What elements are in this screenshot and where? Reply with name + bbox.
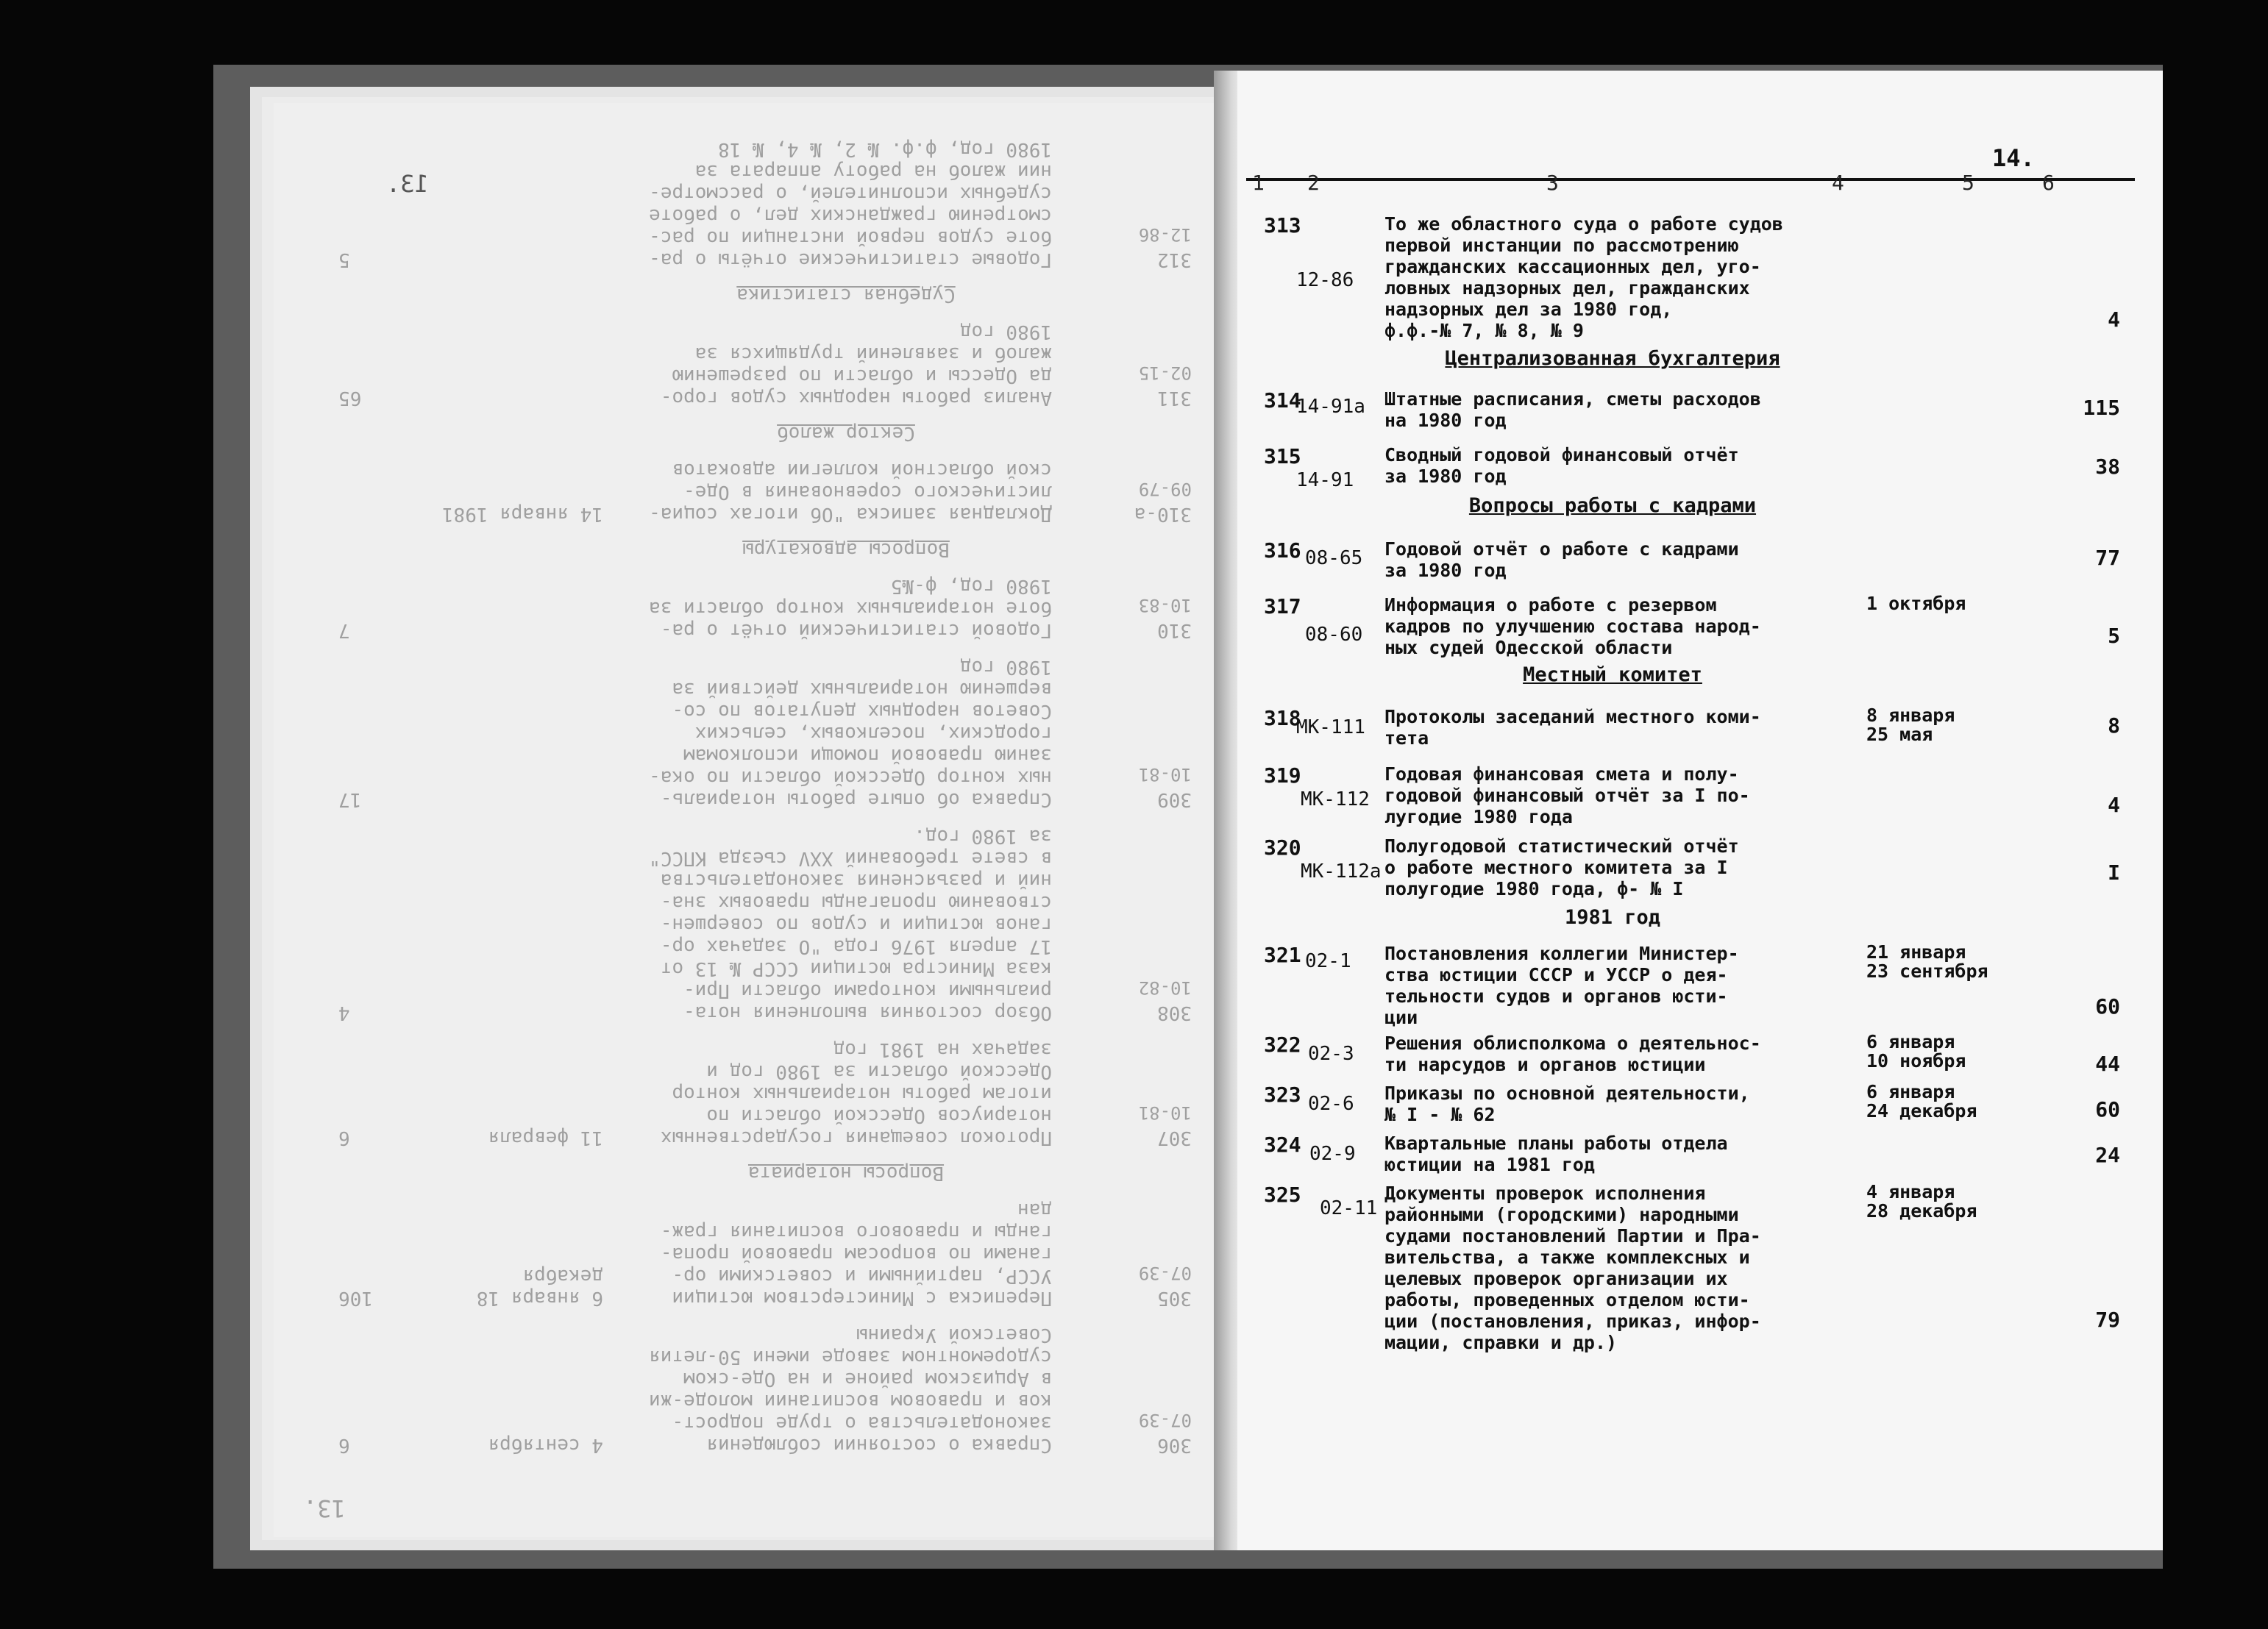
left-entry-code: 07-39 (1138, 1263, 1192, 1283)
left-entry-title: Справка об опыте работы нотариаль-ных контор Одесской области по ока-занию правовой помощи исполкомам городских, поселковых, сельских Советов народных депутатов по со-вершению нотариальных действий за 1980 год (649, 656, 1052, 810)
entry-title: Штатные расписания, сметы расходов на 1980 год (1384, 388, 1761, 431)
left-entry-code: 10-83 (1138, 595, 1192, 616)
entry-dates: 6 января 10 ноября (1866, 1031, 1966, 1072)
left-entry-number: 310 (1157, 619, 1192, 641)
left-section-heading: Вопросы адвокатуры (742, 538, 950, 560)
left-entry-code: 12-86 (1138, 224, 1192, 245)
column-mark-3: 3 (1546, 171, 1559, 195)
year-heading: 1981 год (1564, 906, 1661, 929)
left-entry-code: 10-81 (1138, 1102, 1192, 1123)
entry-code: 12-86 (1296, 269, 1354, 291)
entry-pages: 60 (2095, 1097, 2120, 1122)
left-entry (309, 575, 1192, 641)
left-entry-title: Анализ работы народных судов горо-да Одессы и области по разрешению жалоб и заявлений трудящихся за 1980 год (660, 321, 1052, 409)
left-entry-date: 14 января 1981 (441, 503, 603, 525)
entry-number: 324 (1264, 1133, 1301, 1157)
entry-pages: 5 (2108, 624, 2120, 648)
left-entry-pages: 6 (338, 1127, 350, 1149)
entry-number: 322 (1264, 1033, 1301, 1057)
entry-code: 02-11 (1320, 1197, 1378, 1219)
entry-code: 08-60 (1305, 624, 1363, 646)
entry-pages: 79 (2095, 1308, 2120, 1332)
column-mark-1: 1 (1252, 171, 1265, 195)
left-entry-title: Справка о состоянии соблюдения законодательства о труде подрост-ков и правовом воспитании молоде-жи в Арцизском районе и на Оде-ском судоремонтном заводе имени 50-летия Советской Украины (649, 1324, 1052, 1456)
left-entry-date: 4 сентября (488, 1434, 603, 1456)
entry-number: 325 (1264, 1183, 1301, 1207)
left-entry-number: 311 (1157, 387, 1192, 409)
column-mark-6: 6 (2042, 171, 2055, 195)
entry-pages: 77 (2095, 546, 2120, 570)
left-page-number-mirrored: 13. (303, 1494, 346, 1522)
left-entry-title: Протокол совещания государственных нотариусов Одесской области по итогам работы нотариальных контор Одесской области за 1980 год и задачах на 1981 год (660, 1038, 1052, 1149)
entry-title: Протоколы заседаний местного коми- тета (1384, 706, 1761, 749)
entry-number: 321 (1264, 943, 1301, 967)
left-entry-code: 10-82 (1138, 977, 1192, 998)
left-entry-number: 312 (1157, 249, 1192, 271)
entry-title: То же областного суда о работе судов первой инстанции по рассмотрению гражданских кассационных дел, уго- ловных надзорных дел, гражданских надзорных дел за 1980 год, ф.ф.-№ 7, № 8, № 9 (1384, 213, 1783, 341)
entry-number: 319 (1264, 763, 1301, 788)
entry-title: Решения облисполкома о деятельнос- ти нарсудов и органов юстиции (1384, 1033, 1761, 1075)
left-entry-number: 308 (1157, 1002, 1192, 1024)
entry-title: Годовой отчёт о работе с кадрами за 1980 год (1384, 538, 1739, 581)
left-entry-number: 310-а (1134, 503, 1192, 525)
left-section-heading: Судебная статистика (736, 284, 956, 306)
entry-title: Приказы по основной деятельности, № I - № 62 (1384, 1083, 1750, 1125)
entry-code: 02-1 (1305, 950, 1351, 972)
left-entry (309, 1324, 1192, 1456)
left-entry-pages: 17 (338, 788, 362, 810)
section-heading: Местный комитет (1523, 663, 1702, 686)
entry-title: Постановления коллегии Министер- ства юстиции СССР и УССР о дея- тельности судов и органов юсти- ции (1384, 943, 1739, 1028)
left-section-heading: Сектор жалоб (777, 422, 915, 444)
entry-title: Полугодовой статистический отчёт о работе местного комитета за I полугодие 1980 года, ф- № I (1384, 835, 1739, 899)
column-mark-4: 4 (1832, 171, 1844, 195)
entry-code: 08-65 (1305, 547, 1363, 569)
entry-code: 02-6 (1308, 1093, 1354, 1115)
entry-pages: 44 (2095, 1052, 2120, 1076)
left-entry-pages: 6 (338, 1434, 350, 1456)
section-heading: Вопросы работы с кадрами (1468, 494, 1757, 517)
entry-title: Квартальные планы работы отдела юстиции на 1981 год (1384, 1133, 1728, 1175)
section-heading: Централизованная бухгалтерия (1445, 347, 1780, 370)
entry-pages: 38 (2095, 455, 2120, 479)
entry-title: Информация о работе с резервом кадров по улучшению состава народ- ных судей Одесской области (1384, 594, 1761, 658)
left-page (274, 103, 1221, 1537)
entry-number: 316 (1264, 538, 1301, 563)
column-mark-2: 2 (1307, 171, 1320, 195)
entry-dates: 8 января 25 мая (1866, 705, 1955, 745)
left-entry-title: Годовые статистические отчёты о ра-боте судов первой инстанции по рас-смотрению гражданских дел, о работе судебных исполнителей, о рассмотре-нии жалоб на работу аппарата за 1980 год, ф.ф. № 2, № 4, № 18 (649, 138, 1052, 271)
left-entry (309, 321, 1192, 409)
column-mark-5: 5 (1962, 171, 1974, 195)
left-entry-code: 10-81 (1138, 764, 1192, 785)
left-entry-pages: 4 (338, 1002, 350, 1024)
left-entry (309, 138, 1192, 271)
left-entry-pages: 65 (338, 387, 362, 409)
left-entry-number: 307 (1157, 1127, 1192, 1149)
left-entry (309, 656, 1192, 810)
left-entry-date: 11 февраля (488, 1127, 603, 1149)
entry-title: Документы проверок исполнения районными (городскими) народными судами постановлений Партии и Пра- вительства, а также комплексных и целевых проверок организации их работы, проведенных отделом юсти- ции (постановления, приказ, инфор- мации, справки и др.) (1384, 1183, 1761, 1353)
right-page-entries (1237, 71, 2163, 1550)
right-page (1237, 71, 2163, 1550)
left-entry-pages: 7 (338, 619, 350, 641)
left-entry (309, 825, 1192, 1024)
left-entry-pages: 5 (338, 249, 350, 271)
entry-number: 315 (1264, 444, 1301, 468)
entry-pages: I (2108, 860, 2120, 885)
entry-dates: 21 января 23 сентября (1866, 941, 1988, 982)
entry-dates: 4 января 28 декабря (1866, 1181, 1977, 1222)
entry-code: 02-9 (1309, 1143, 1356, 1165)
left-entry-title: Обзор состояния выполнения нота-риальными конторами области При-каза Министра юстиции СССР № 13 от 17 апреля 1976 года "О задачах ор-ганов юстиции и судов по совершен-ствованию пропаганды правовых зна-ний и разъяснения законодательства в свете требований XXV съезда КПСС" за 1980 год. (649, 825, 1052, 1024)
left-entry-number: 309 (1157, 788, 1192, 810)
left-entry-pages: 106 (338, 1287, 373, 1309)
left-entry (309, 459, 1192, 525)
left-entry (309, 1038, 1192, 1149)
entry-title: Сводный годовой финансовый отчёт за 1980 год (1384, 444, 1739, 487)
entry-pages: 8 (2108, 713, 2120, 738)
entry-code: МК-112 (1301, 788, 1370, 810)
left-entry-code: 09-79 (1138, 479, 1192, 499)
left-entry-date: 6 января 18 декабря (476, 1265, 603, 1309)
entry-code: МК-111 (1296, 716, 1365, 738)
left-entry-title: Годовой статистический отчёт о ра-боте нотариальных контор области за 1980 год, ф-№5 (649, 575, 1052, 641)
entry-pages: 115 (2083, 396, 2120, 420)
left-entry-code: 07-39 (1138, 1410, 1192, 1430)
entry-dates: 1 октября (1866, 593, 1966, 614)
left-section-heading: Вопросы нотариата (747, 1162, 945, 1184)
entry-dates: 6 января 24 декабря (1866, 1081, 1977, 1122)
left-entry-number: 305 (1157, 1287, 1192, 1309)
entry-code: МК-112а (1301, 860, 1382, 883)
left-entry-number: 306 (1157, 1434, 1192, 1456)
entry-pages: 24 (2095, 1143, 2120, 1167)
left-page-mirrored-content (274, 103, 1221, 1537)
left-entry-code: 02-15 (1138, 363, 1192, 383)
left-entry-title: Докладная записка "Об итогах социа-листического соревнования в Оде-ской областной коллегии адвокатов (649, 459, 1052, 525)
entry-code: 14-91 (1296, 469, 1354, 491)
entry-pages: 4 (2108, 307, 2120, 332)
left-entry-title: Переписка с Министерством юстиции УССР, партийными и советскими ор-ганами по вопросам правовой пропа-ганды и правового воспитания граж-дан (660, 1199, 1052, 1309)
left-page-entries (309, 124, 1192, 1456)
entry-code: 02-3 (1308, 1043, 1354, 1065)
entry-number: 314 (1264, 388, 1301, 413)
entry-title: Годовая финансовая смета и полу- годовой финансовый отчёт за I по- лугодие 1980 года (1384, 763, 1750, 827)
entry-number: 318 (1264, 706, 1301, 730)
page-number: 14. (1992, 144, 2035, 172)
left-page-number: 13. (386, 170, 429, 198)
entry-number: 323 (1264, 1083, 1301, 1107)
entry-number: 320 (1264, 835, 1301, 860)
entry-pages: 60 (2095, 994, 2120, 1019)
entry-number: 313 (1264, 213, 1301, 238)
left-entry (309, 1199, 1192, 1309)
entry-pages: 4 (2108, 793, 2120, 817)
entry-code: 14-91а (1296, 396, 1365, 418)
entry-number: 317 (1264, 594, 1301, 619)
